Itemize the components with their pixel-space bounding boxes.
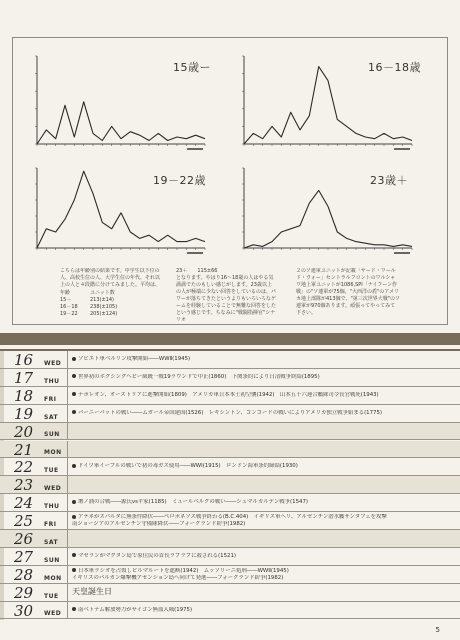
event-text	[72, 553, 452, 560]
axis-caption-mark	[187, 252, 203, 254]
chart-19-22	[33, 160, 211, 260]
calendar-row	[0, 548, 460, 566]
bullet-icon	[72, 568, 76, 572]
bullet-icon	[72, 464, 76, 468]
calendar-row	[0, 566, 460, 584]
event-label: 南ベトナム解放勢力がサイゴン無血入城(1975)	[78, 606, 193, 613]
event-label: イギリスのバルカン爆撃機アセンション島へ向けて発進――フォークランド紛争(1982)	[72, 574, 284, 581]
chart-23-plus	[240, 160, 418, 260]
calendar-row	[0, 458, 460, 476]
bullet-icon	[72, 607, 76, 611]
day-number: 25	[14, 512, 34, 531]
table-cell: 19－22	[60, 311, 78, 317]
chart-age-label: 23歳＋	[370, 174, 408, 187]
bullet-icon	[72, 515, 76, 519]
day-cell	[0, 602, 68, 619]
intro-text	[60, 268, 160, 324]
event-label: ドイツ軍イーブルの戦いで初の毒ガス使用――WWⅠ(1915) ロンドン海軍条約締結(1930)	[78, 463, 298, 470]
day-cell	[0, 405, 68, 422]
day-number: 24	[14, 494, 34, 513]
day-cell	[0, 566, 68, 583]
table-cell: 16－18	[60, 304, 78, 310]
calendar-row	[0, 512, 460, 530]
event-text	[72, 521, 452, 528]
weekday-label: MON	[44, 574, 62, 582]
day-cell	[0, 548, 68, 565]
calendar-row	[0, 387, 460, 405]
axis-caption-mark	[187, 148, 203, 150]
weekday-label: SAT	[44, 538, 59, 546]
calendar-row	[0, 530, 460, 548]
event-label: ナポレオン、オーストリアに進撃開始(1809) アメリカ軍日本本土初空襲(1942) 山本五十六連合艦隊司令長官戦死(1943)	[78, 391, 379, 398]
weekday-label: FRI	[44, 395, 57, 403]
day-cell	[0, 476, 68, 493]
weekday-label: TUE	[44, 467, 59, 475]
weekday-label: SAT	[44, 413, 59, 421]
event-label: アテネがスパルタに無条件降伏――ペロポネソス戦争終わる(B.C.404) イギリス軍ヘリ、アルゼンチン潜水艦サンタフェを攻撃	[78, 514, 387, 521]
calendar-row	[0, 369, 460, 387]
age-table-header	[60, 290, 160, 297]
weekday-label: SUN	[44, 556, 60, 564]
day-cell	[0, 530, 68, 547]
page-number: 5	[435, 626, 440, 634]
series-line	[37, 102, 205, 144]
event-text	[72, 499, 452, 506]
table-header-age: 年齢	[60, 290, 71, 296]
event-text	[72, 463, 452, 470]
table-cell: 205(±124)	[90, 311, 118, 317]
day-number: 28	[14, 565, 34, 584]
series-line	[244, 67, 412, 144]
weekday-label: WED	[44, 610, 62, 618]
intro-paragraph: こちらは年齢別の結果です。中学生以下位の人、高校生位の人、大学生位の年代、それ以上の人と４段階に分けてみました。平均は、	[60, 268, 160, 288]
weekday-label: FRI	[44, 520, 57, 528]
event-label: 天皇誕生日	[72, 586, 112, 596]
series-line	[244, 190, 412, 248]
calendar-row	[0, 351, 460, 369]
calendar-row	[0, 405, 460, 423]
weekday-label: SUN	[44, 431, 60, 439]
table-cell: 15－	[60, 297, 72, 303]
weekday-label: WED	[44, 359, 62, 367]
day-number: 16	[14, 351, 34, 369]
calendar	[0, 351, 460, 620]
chart-15-under	[33, 48, 211, 156]
day-number: 22	[14, 458, 34, 477]
chart-age-label: 19－22歳	[153, 174, 206, 187]
event-text	[72, 374, 452, 381]
event-text	[72, 514, 452, 521]
day-number: 27	[14, 547, 34, 566]
event-label: バーニーパットの戦い――ムガール帝国建国(1526) レキシントン、コンコードの戦いによりアメリカ独立戦争始まる(1775)	[78, 409, 383, 416]
bullet-icon	[72, 553, 76, 557]
chart-age-label: 15歳ー	[173, 61, 211, 74]
weekday-label: TUE	[44, 592, 59, 600]
table-cell: 238(±105)	[90, 304, 118, 310]
holiday-label	[72, 587, 452, 597]
event-text	[72, 356, 452, 363]
event-label: 日本軍ラシオを占領しビルマルートを遮断(1942) ムッソリーニ処刑――WWⅡ(1945)	[78, 567, 289, 574]
event-label: マゼランがマクタン島で原住民の首長ラプラプに殺される(1521)	[78, 552, 236, 559]
day-cell	[0, 584, 68, 601]
calendar-row	[0, 494, 460, 512]
day-number: 18	[14, 386, 34, 405]
axis-caption-mark	[394, 148, 410, 150]
day-number: 17	[14, 368, 34, 387]
day-number: 23	[14, 476, 34, 495]
calendar-row	[0, 584, 460, 602]
day-cell	[0, 351, 68, 368]
middle-text: 23＋ 115±66 となります。やはり16〜18歳の人はやる気満満でたのもしい感じがします。23歳以上の人が極端に少ない回答をしているのは、パワーが落ちてきたというよりもいろいろなゲームを経験していることで無難な回答をしたという感じです。ちなみに"戦闘指揮官"シナリオ	[176, 268, 276, 323]
day-cell	[0, 369, 68, 386]
day-cell	[0, 441, 68, 458]
calendar-row	[0, 602, 460, 620]
age-table-row	[60, 297, 160, 304]
event-text	[72, 410, 452, 417]
day-cell	[0, 423, 68, 440]
bullet-icon	[72, 500, 76, 504]
weekday-label: THU	[44, 503, 60, 511]
weekday-label: MON	[44, 449, 62, 457]
day-cell	[0, 494, 68, 511]
bullet-icon	[72, 410, 76, 414]
table-cell: 213(±14)	[90, 297, 114, 303]
age-table-row	[60, 311, 160, 318]
event-text	[72, 568, 452, 575]
day-number: 19	[14, 404, 34, 423]
day-cell	[0, 387, 68, 404]
table-header-units: ユニット数	[90, 290, 115, 296]
bullet-icon	[72, 392, 76, 396]
day-number: 26	[14, 530, 34, 548]
right-text: ２のソ連軍ユニットが記載「サード・ワールド・ウォー」セントラルフロントのワルシャワ地上軍ユニットが1086,SPI「ナイフーン作戦」の"ソ連軍が75個、"大西洋の盾"のアメリカ地上部隊が413個で、"第三次世界大戦"のソ連軍が970個あります。頑張ってやってみて下さい。	[296, 268, 400, 316]
event-label: 壇ノ浦の合戦――源氏vs平家(1185) ミュールベルクの戦い――シュマルカルデン戦争(1547)	[78, 499, 308, 506]
day-number: 30	[14, 601, 34, 620]
event-text	[72, 392, 452, 399]
weekday-label: THU	[44, 377, 60, 385]
bullet-icon	[72, 374, 76, 378]
weekday-label: WED	[44, 485, 62, 493]
divider-band	[0, 333, 460, 345]
chart-age-label: 16－18歳	[368, 61, 421, 74]
calendar-row	[0, 476, 460, 494]
day-cell	[0, 458, 68, 475]
calendar-row	[0, 441, 460, 459]
axis-caption-mark	[394, 252, 410, 254]
age-table-row	[60, 304, 160, 311]
day-cell	[0, 512, 68, 529]
calendar-row	[0, 423, 460, 441]
event-text	[72, 607, 452, 614]
event-label: 世界初のボクシングヘビー級統一戦19ラウンドで中止(1860) 下関条約により日清戦争終結(1895)	[78, 373, 320, 380]
event-label: 南ジョージアのアルゼンチン守備隊降伏――フォークランド紛争(1982)	[72, 521, 246, 528]
day-number: 21	[14, 440, 34, 459]
event-label: ソビエト軍ベルリン攻撃開始――WWⅡ(1945)	[78, 356, 191, 362]
event-text	[72, 575, 452, 582]
day-number: 20	[14, 422, 34, 441]
chart-16-18	[240, 48, 421, 156]
day-number: 29	[14, 583, 34, 602]
bullet-icon	[72, 357, 76, 361]
